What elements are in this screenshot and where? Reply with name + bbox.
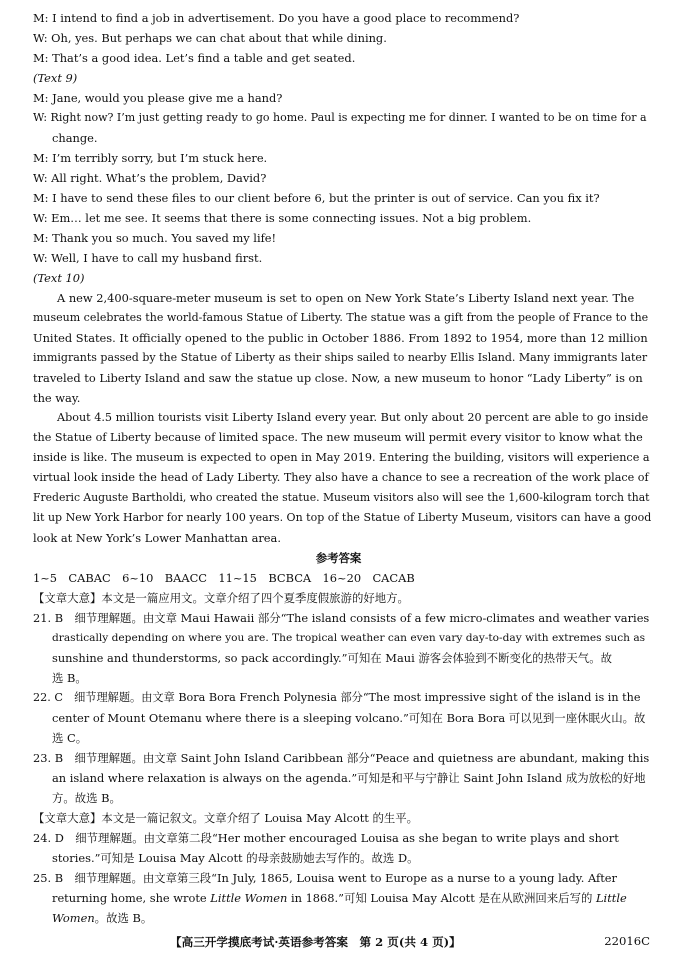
- passage-line: About 4.5 million tourists visit Liberty Island every year. But only about 20 percent are able to go inside: [57, 411, 649, 424]
- q23-line: 方。故选 B。: [52, 791, 121, 805]
- q21-line: sunshine and thunderstorms, so pack accordingly.”可知在 Maui 游客会体验到不断变化的热带天气。故: [52, 651, 612, 665]
- passage-line: inside is like. The museum is expected to open in May 2019. Entering the building, visitors will experience a: [33, 451, 650, 464]
- q25-text: 。故选 B。: [94, 911, 153, 925]
- q25-line: 25. B 细节理解题。由文章第三段“In July, 1865, Louisa went to Europe as a nurse to a young lady. After: [33, 871, 617, 885]
- summary-2: 【文章大意】本文是一篇记叙文。文章介绍了 Louisa May Alcott 的生平。: [33, 811, 419, 825]
- q25-text: returning home, she wrote: [52, 891, 211, 905]
- dialogue-line: change.: [52, 131, 98, 145]
- passage-line: museum celebrates the world-famous Statue of Liberty. The statue was a gift from the people of France to the: [33, 311, 649, 324]
- passage-line: United States. It officially opened to the public in October 1886. From 1892 to 1954, more than 12 million: [33, 331, 648, 345]
- passage-line: virtual look inside the head of Lady Liberty. They also have a chance to see a recreation of the work place of: [33, 471, 649, 484]
- summary-1: 【文章大意】本文是一篇应用文。文章介绍了四个夏季度假旅游的好地方。: [33, 591, 409, 605]
- q21-line: 选 B。: [52, 671, 87, 685]
- dialogue-line: M: Thank you so much. You saved my life!: [33, 231, 277, 245]
- q23-line: 23. B 细节理解题。由文章 Saint John Island Caribbean 部分“Peace and quietness are abundant, making this: [33, 751, 650, 765]
- dialogue-line: M: Jane, would you please give me a hand?: [33, 91, 283, 105]
- q22-line: 22. C 细节理解题。由文章 Bora Bora French Polynesia 部分“The most impressive sight of the island is in the: [33, 691, 641, 704]
- dialogue-line: M: I intend to find a job in advertisement. Do you have a good place to recommend?: [33, 11, 520, 25]
- dialogue-line: W: Right now? I’m just getting ready to go home. Paul is expecting me for dinner. I wanted to be on time for a: [33, 111, 647, 124]
- dialogue-line: M: I’m terribly sorry, but I’m stuck here.: [33, 151, 268, 165]
- q22-line: 选 C。: [52, 731, 88, 745]
- text-10-label: (Text 10): [33, 271, 85, 285]
- book-title: Little: [595, 891, 627, 905]
- book-title: Women: [52, 911, 95, 925]
- q25-line: [52, 891, 651, 905]
- passage-line: the Statue of Liberty because of limited space. The new museum will permit every visitor to know what the: [33, 431, 643, 444]
- dialogue-line: M: That’s a good idea. Let’s find a table and get seated.: [33, 51, 356, 65]
- dialogue-line: M: I have to send these files to our client before 6, but the printer is out of service. Can you fix it?: [33, 191, 600, 205]
- footer-title: 【高三开学摸底考试·英语参考答案 第 2 页(共 4 页)】: [170, 935, 461, 949]
- q21-line: drastically depending on where you are. The tropical weather can even vary day-to-day with extremes such as: [52, 632, 646, 644]
- footer-code: 22016C: [604, 934, 650, 948]
- passage-line: A new 2,400-square-meter museum is set to open on New York State’s Liberty Island next year. The: [57, 291, 635, 305]
- dialogue-line: W: Em… let me see. It seems that there is some connecting issues. Not a big problem.: [33, 211, 532, 225]
- q22-line: center of Mount Otemanu where there is a sleeping volcano.”可知在 Bora Bora 可以见到一座休眠火山。故: [52, 711, 646, 725]
- passage-line: Frederic Auguste Bartholdi, who created the statue. Museum visitors also will see the 1,600-kilogram torch that: [33, 491, 650, 504]
- dialogue-line: W: Well, I have to call my husband first.: [33, 251, 263, 265]
- passage-line: the way.: [33, 391, 81, 405]
- dialogue-line: W: Oh, yes. But perhaps we can chat about that while dining.: [33, 31, 387, 45]
- q25-line: [52, 911, 651, 925]
- q24-line: 24. D 细节理解题。由文章第二段“Her mother encouraged Louisa as she began to write plays and short: [33, 831, 619, 845]
- passage-line: traveled to Liberty Island and saw the statue up close. Now, a new museum to honor “Lady Liberty” is on: [33, 371, 643, 385]
- q25-text: in 1868.”可知 Louisa May Alcott 是在从欧洲回来后写的: [287, 891, 596, 905]
- q24-line: stories.”可知是 Louisa May Alcott 的母亲鼓励她去写作的。故选 D。: [52, 851, 419, 865]
- passage-line: look at New York’s Lower Manhattan area.: [33, 531, 281, 545]
- dialogue-line: W: All right. What’s the problem, David?: [33, 171, 267, 185]
- book-title: Little Women: [210, 891, 288, 905]
- answer-key: 1~5 CABAC 6~10 BAACC 11~15 BCBCA 16~20 CACAB: [33, 571, 415, 585]
- passage-line: lit up New York Harbor for nearly 100 years. On top of the Statue of Liberty Museum, visitors can have a good: [33, 511, 652, 524]
- q21-line: 21. B 细节理解题。由文章 Maui Hawaii 部分“The island consists of a few micro-climates and weather varies: [33, 611, 650, 625]
- q23-line: an island where relaxation is always on the agenda.”可知是和平与宁静让 Saint John Island 成为放松的好地: [52, 771, 646, 785]
- text-9-label: (Text 9): [33, 71, 78, 85]
- passage-line: immigrants passed by the Statue of Liberty as their ships sailed to nearby Ellis Island. Many immigrants later: [33, 351, 648, 364]
- answers-heading: 参考答案: [315, 551, 362, 565]
